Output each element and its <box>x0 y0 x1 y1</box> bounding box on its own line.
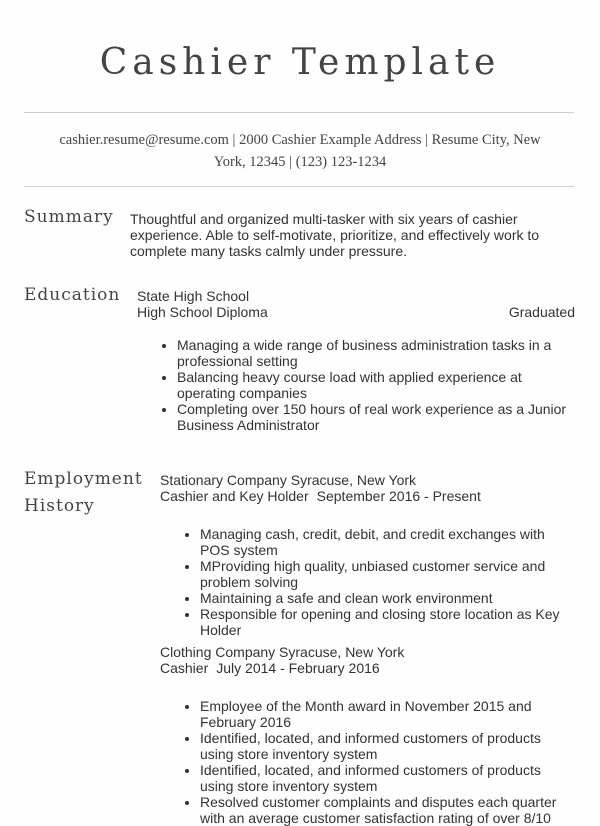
list-item: • Completing over 150 hours of real work experience as a Junior Business Administrator <box>177 401 577 433</box>
summary-text: Thoughtful and organized multi-tasker with six years of cashier experience. Able to self-motivate, prioritize, and effectively work to complete many tasks calmly under pressure. <box>130 211 540 259</box>
list-item: • Maintaining a safe and clean work environment <box>200 590 575 606</box>
contact-line-1: cashier.resume@resume.com | 2000 Cashier Example Address | Resume City, New <box>59 132 541 148</box>
list-item: • Responsible for opening and closing store location as Key Holder <box>200 606 575 638</box>
list-item: • Managing a wide range of business administration tasks in a professional setting <box>177 337 577 369</box>
job-1-dates: September 2016 - Present <box>316 488 481 504</box>
job-2-bullets <box>182 698 575 826</box>
education-section <box>137 288 575 433</box>
job-1-role-dates <box>160 488 575 504</box>
bottom-divider <box>24 186 574 187</box>
job-2 <box>160 644 575 826</box>
degree-row <box>137 304 575 320</box>
list-item: • Identified, located, and informed customers of products using store inventory system <box>200 730 575 762</box>
job-2-role-dates <box>160 660 575 676</box>
list-item: • Identified, located, and informed customers of products using store inventory system <box>200 762 575 794</box>
employment-heading-line1: Employment <box>24 469 143 489</box>
list-item: • Managing cash, credit, debit, and credit exchanges with POS system <box>200 526 575 558</box>
job-2-company: Clothing Company Syracuse, New York <box>160 644 405 660</box>
graduation-status: Graduated <box>508 304 575 320</box>
education-heading: Education <box>24 285 121 305</box>
job-2-role: Cashier <box>160 660 209 676</box>
summary-heading: Summary <box>24 207 114 227</box>
job-1-company: Stationary Company Syracuse, New York <box>160 472 417 488</box>
list-item: • Employee of the Month award in November 2015 and February 2016 <box>200 698 575 730</box>
list-item: • MProviding high quality, unbiased customer service and problem solving <box>200 558 575 590</box>
job-2-dates: July 2014 - February 2016 <box>216 660 380 676</box>
contact-info <box>36 129 564 173</box>
school-name: State High School <box>137 288 250 304</box>
top-divider <box>24 112 574 113</box>
list-item: • Resolved customer complaints and disputes each quarter with an average customer satisfaction rating of over 8/10 <box>200 794 575 826</box>
list-item: • Balancing heavy course load with applied experience at operating companies <box>177 369 577 401</box>
education-bullets <box>159 337 577 433</box>
job-1 <box>160 472 575 638</box>
employment-heading <box>24 466 143 520</box>
contact-line-2: York, 12345 | (123) 123-1234 <box>213 154 387 170</box>
employment-heading-line2: History <box>24 496 95 516</box>
job-1-bullets <box>182 526 575 638</box>
degree: High School Diploma <box>137 304 268 320</box>
resume-title: Cashier Template <box>99 42 501 83</box>
job-1-role: Cashier and Key Holder <box>160 488 309 504</box>
